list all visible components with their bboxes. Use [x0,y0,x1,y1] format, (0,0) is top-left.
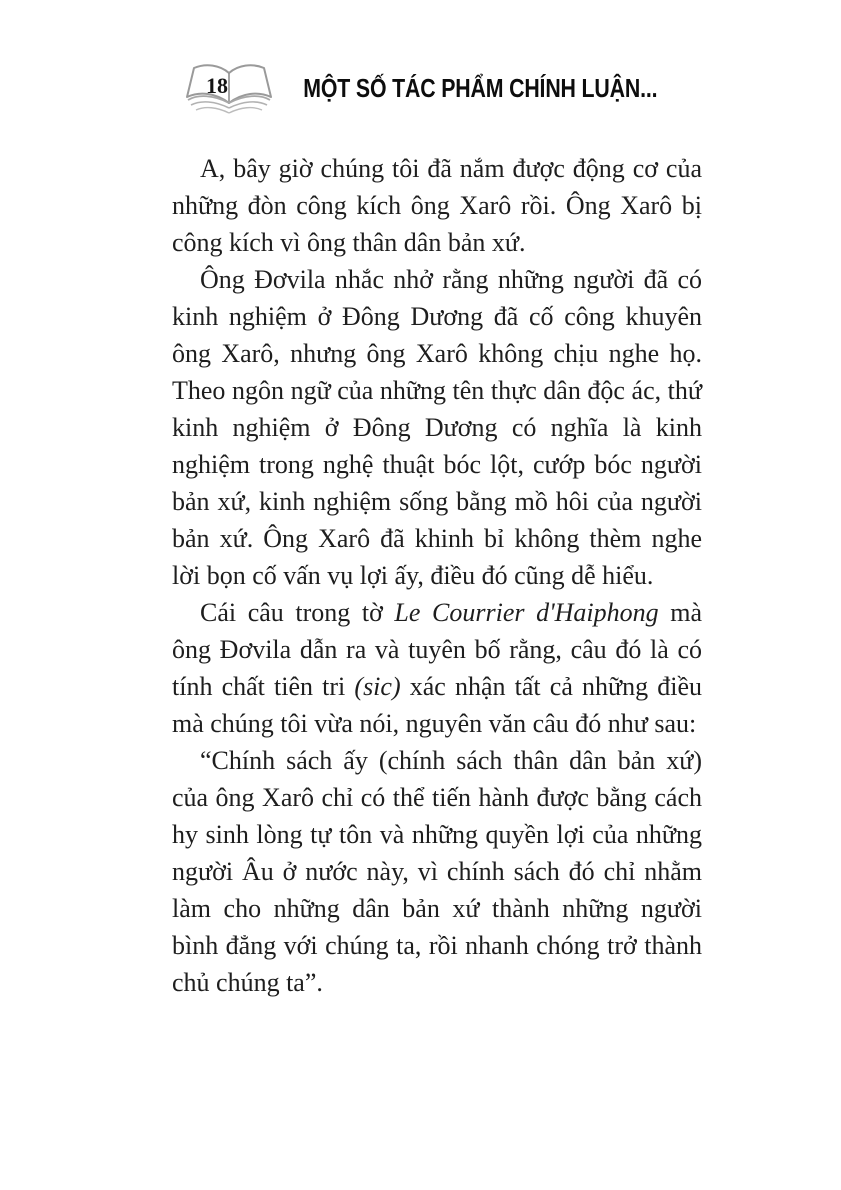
paragraph [172,150,702,261]
text-run: Ông Đơvila nhắc nhở rằng những người đã có kinh nghiệm ở Đông Dương đã cố công khuyên ông Xarô, nhưng ông Xarô không chịu nghe họ. Theo ngôn ngữ của những tên thực dân độc ác, thứ kinh nghiệm ở Đông Dương có nghĩa là kinh nghiệm trong nghệ thuật bóc lột, cướp bóc người bản xứ, kinh nghiệm sống bằng mồ hôi của người bản xứ. Ông Xarô đã khinh bỉ không thèm nghe lời bọn cố vấn vụ lợi ấy, điều đó cũng dễ hiểu. [172,265,702,590]
text-run: Cái câu trong tờ [200,598,395,627]
text-run: mà ông Đơvila dẫn ra và tuyên bố rằng, câu đó là có tính chất tiên tri [172,598,702,701]
running-title: MỘT SỐ TÁC PHẨM CHÍNH LUẬN... [303,73,658,103]
text-run: “Chính sách ấy (chính sách thân dân bản xứ) của ông Xarô chỉ có thể tiến hành được bằng cách hy sinh lòng tự tôn và những quyền lợi của những người Âu ở nước này, vì chính sách đó chỉ nhằm làm cho những dân bản xứ thành những người bình đẳng với chúng ta, rồi nhanh chóng trở thành chủ chúng ta”. [172,746,702,997]
open-book-icon-svg [184,58,274,120]
paragraph [172,594,702,742]
text-run: xác nhận tất cả những điều mà chúng tôi vừa nói, nguyên văn câu đó như sau: [172,672,702,738]
italic-text-run: Le Courrier d'Haiphong [394,598,659,627]
page-number: 18 [206,73,228,98]
open-book-icon [184,58,274,120]
italic-text-run: (sic) [354,672,401,701]
body-paragraphs [172,150,702,1001]
text-run: A, bây giờ chúng tôi đã nắm được động cơ của những đòn công kích ông Xarô rồi. Ông Xarô bị công kích vì ông thân dân bản xứ. [172,154,702,257]
paragraph [172,261,702,594]
paragraph [172,742,702,1001]
